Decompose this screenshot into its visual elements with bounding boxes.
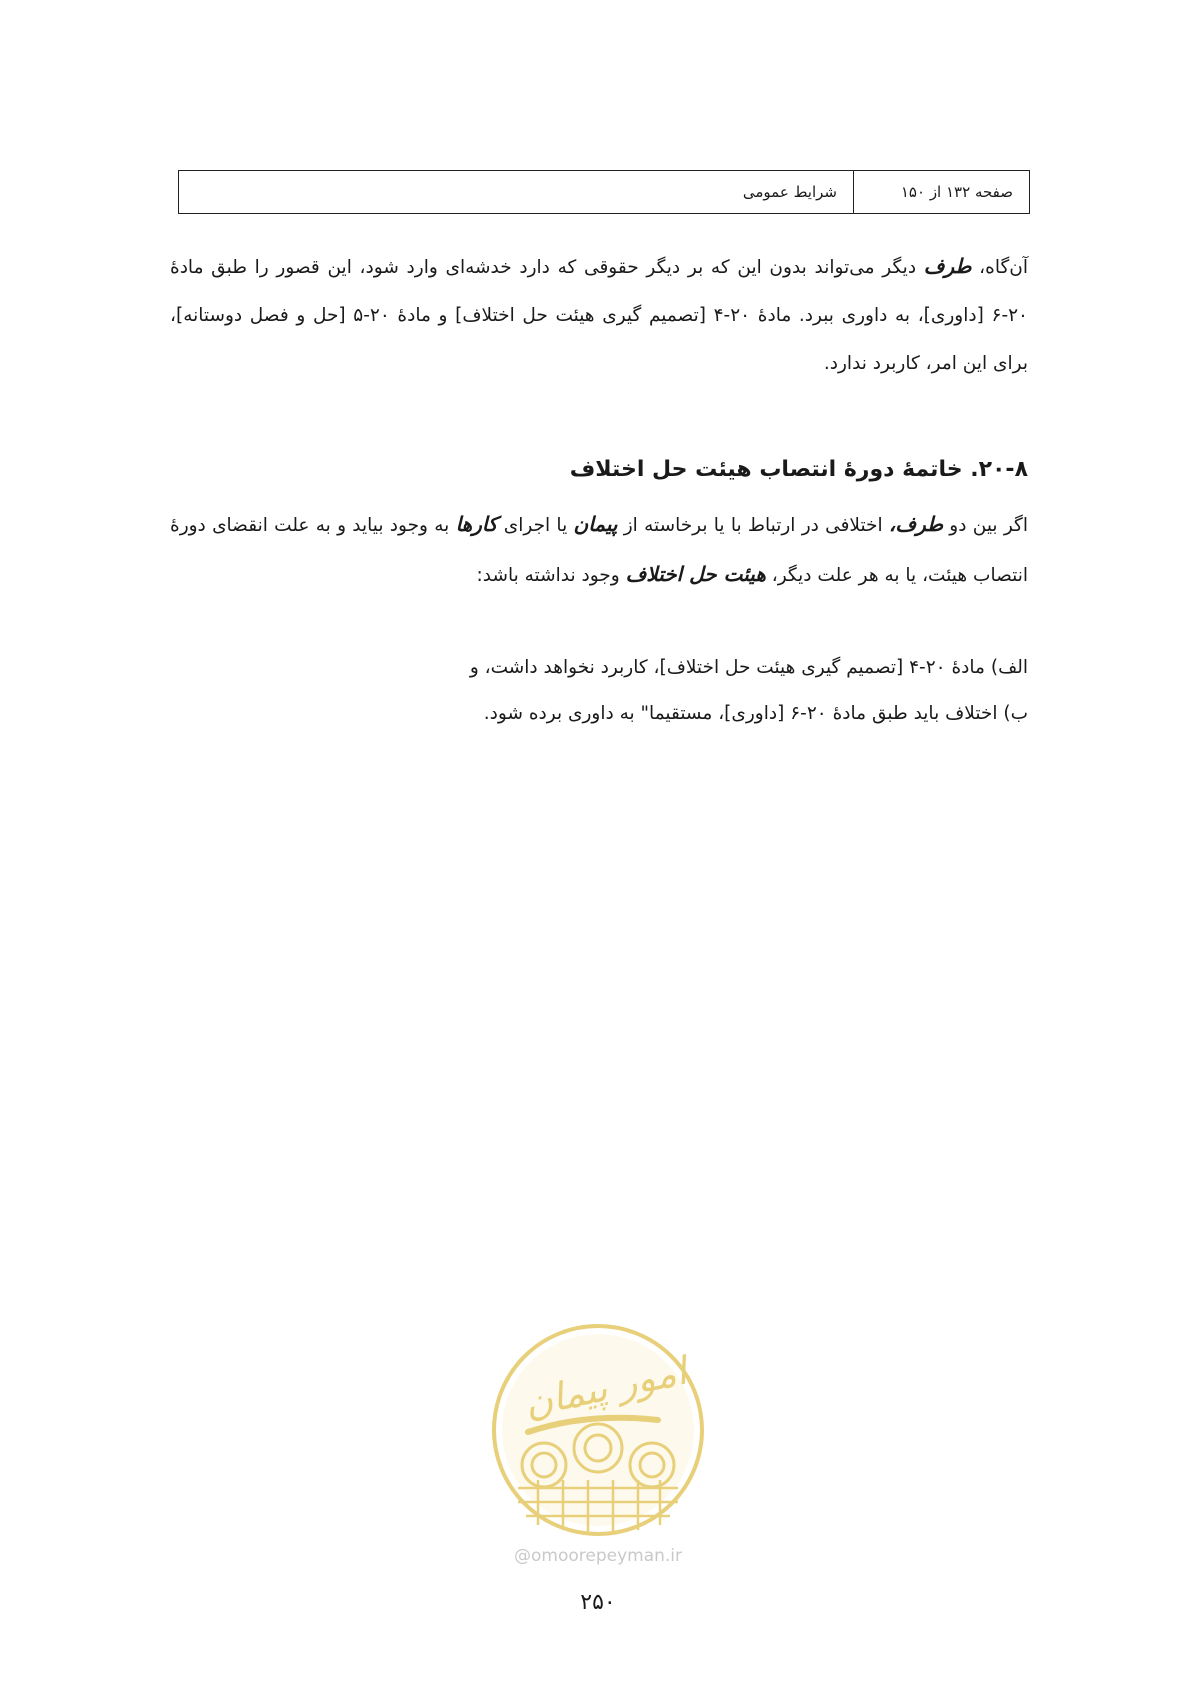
section-text-3: یا اجرای bbox=[497, 515, 574, 536]
page-header bbox=[178, 170, 1030, 214]
term-parties: طرف، bbox=[888, 512, 944, 536]
section-text-4: به وجود بیاید و به علت انقضای دورهٔ انتصاب هیئت، یا به هر علت دیگر، bbox=[170, 515, 1028, 586]
term-party: طرف bbox=[923, 254, 972, 278]
document-title: شرایط عمومی bbox=[742, 183, 837, 201]
section-text-1: اگر بین دو bbox=[943, 515, 1028, 536]
term-works: کارها bbox=[455, 512, 498, 536]
list-item-a: الف) مادهٔ ۲۰-۴ [تصمیم گیری هیئت حل اختلاف]، کاربرد نخواهد داشت، و bbox=[469, 657, 1028, 678]
watermark-caption: @omoorepeyman.ir bbox=[513, 1546, 683, 1566]
intro-text-1: آن‌گاه، bbox=[971, 257, 1029, 278]
page-number: ۲۵۰ bbox=[580, 1590, 616, 1615]
list-item-b: ب) اختلاف باید طبق مادهٔ ۲۰-۶ [داوری]، مستقیما" به داوری برده شود. bbox=[483, 703, 1028, 724]
section-text-2: اختلافی در ارتباط با یا برخاسته از bbox=[617, 515, 889, 536]
page-counter: صفحه ۱۳۲ از ۱۵۰ bbox=[853, 171, 1029, 213]
clause-list bbox=[170, 645, 1028, 737]
intro-paragraph bbox=[170, 242, 1028, 388]
svg-text:امور پیمان: امور پیمان bbox=[520, 1348, 691, 1426]
section-text-5: وجود نداشته باشد: bbox=[476, 565, 626, 586]
section-paragraph bbox=[170, 500, 1028, 600]
intro-text-2: دیگر می‌تواند بدون این که بر دیگر حقوقی که دارد خدشه‌ای وارد شود، این قصور را طبق مادهٔ ۲۰-۶ [داوری]، به داوری ببرد. مادهٔ ۲۰-۴ [تصمیم گیری هیئت حل اختلاف] و مادهٔ ۲۰-۵ [حل و فصل دوستانه]، برای این امر، کاربرد ندارد. bbox=[170, 257, 1028, 374]
term-dab: هیئت حل اختلاف bbox=[625, 562, 766, 586]
term-contract: پیمان bbox=[573, 512, 618, 536]
section-heading: ۲۰-۸. خاتمهٔ دورهٔ انتصاب هیئت حل اختلاف bbox=[569, 457, 1028, 482]
watermark-seal-logo bbox=[488, 1320, 708, 1540]
